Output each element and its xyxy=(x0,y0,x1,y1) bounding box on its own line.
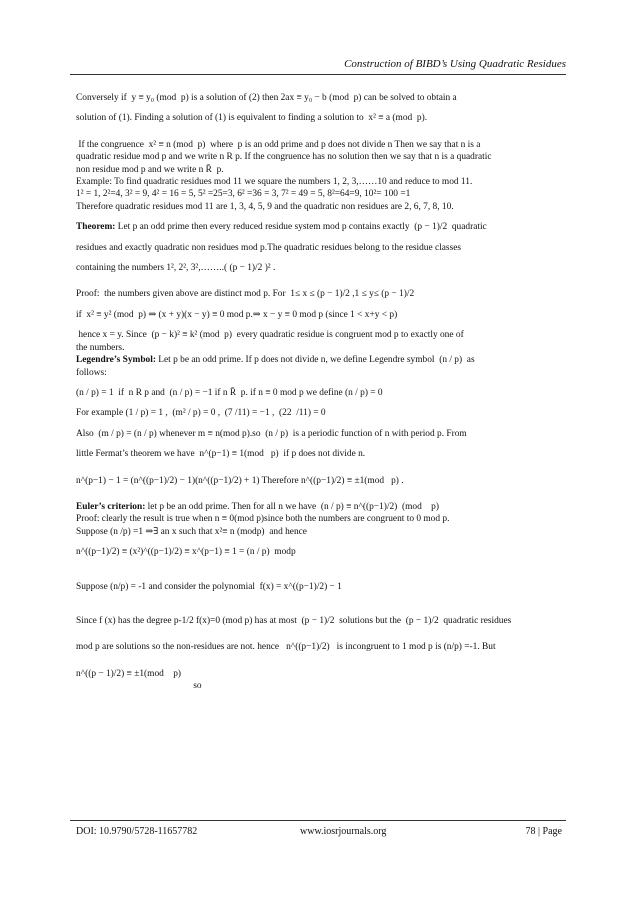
line-text: follows: xyxy=(76,367,107,378)
line-spacer xyxy=(76,213,558,221)
line-text: if x² ≡ y² (mod p) ⇒ (x + y)(x − y) ≡ 0 mod p.⇒ x − y ≡ 0 mod p (since 1 < x+y < p) xyxy=(76,309,398,320)
text-line xyxy=(76,501,558,513)
line-text: mod p are solutions so the non-residues are not. hence n^((p−1)/2) is incongruent to 1 mod p is (n/p) =-1. But xyxy=(76,642,496,653)
line-spacer xyxy=(76,654,558,668)
text-line xyxy=(76,581,558,593)
text-line xyxy=(76,513,558,525)
line-text: Also (m / p) = (n / p) whenever m ≡ n(mod p).so (n / p) is a periodic function of n with period p. From xyxy=(76,428,467,439)
line-text: (n / p) = 1 if n R p and (n / p) = −1 if n R̄ p. if n ≡ 0 mod p we define (n / p) = 0 xyxy=(76,387,383,398)
line-text: Since f (x) has the degree p-1/2 f(x)=0 (mod p) has at most (p − 1)/2 solutions but the (p − 1)/2 quadratic residues xyxy=(76,615,512,626)
line-text: hence x = y. Since (p − k)² ≡ k² (mod p) every quadratic residue is congruent mod p to exactly one of xyxy=(76,330,464,341)
bold-heading: Legendre’s Symbol: xyxy=(76,355,156,366)
line-text: Let p an odd prime then every reduced residue system mod p contains exactly (p − 1)/2 quadratic xyxy=(115,222,487,233)
text-line xyxy=(76,448,558,460)
line-text: For example (1 / p) = 1 , (m² / p) = 0 , (7 /11) = −1 , (22 /11) = 0 xyxy=(76,408,326,419)
text-line xyxy=(76,546,558,558)
text-line xyxy=(76,221,558,233)
line-text: Conversely if y ≡ y₀ (mod p) is a solution of (2) then 2ax ≡ y₀ − b (mod p) can be solved to obtain a xyxy=(76,93,457,103)
footer-page-number: 78 | Page xyxy=(525,826,562,837)
line-spacer xyxy=(76,440,558,448)
text-line xyxy=(76,354,558,366)
text-line xyxy=(76,329,558,341)
line-text: the numbers. xyxy=(76,342,125,353)
text-line xyxy=(76,615,558,627)
line-spacer xyxy=(76,254,558,262)
text-line xyxy=(76,201,558,213)
line-text: Proof: clearly the result is true when n ≡ 0(mod p)since both the numbers are congruent to 0 mod p. xyxy=(76,514,450,525)
text-line xyxy=(76,164,558,176)
text-line xyxy=(76,428,558,440)
bold-heading: Theorem: xyxy=(76,222,116,233)
line-spacer xyxy=(76,125,558,139)
line-text: n^((p − 1)/2) ≡ ±1(mod p) xyxy=(76,668,181,679)
line-text: non residue mod p and we write n R̄ p. xyxy=(76,164,224,175)
line-spacer xyxy=(76,104,558,112)
line-spacer xyxy=(76,234,558,242)
text-line xyxy=(76,475,558,487)
line-text: solution of (1). Finding a solution of (1) is equivalent to finding a solution to x² ≡ a (mod p). xyxy=(76,113,428,124)
footer-website: www.iosrjournals.org xyxy=(300,826,387,837)
text-line xyxy=(76,668,558,680)
line-text: Proof: the numbers given above are distinct mod p. For 1≤ x ≤ (p − 1)/2 ,1 ≤ y≤ (p − 1)/2 xyxy=(76,289,415,300)
line-text: little Fermat’s theorem we have n^(p−1) ≡ 1(mod p) if p does not divide n. xyxy=(76,449,366,460)
line-spacer xyxy=(76,379,558,387)
footer-rule xyxy=(70,820,566,821)
line-text: let p be an odd prime. Then for all n we have (n / p) ≡ n^((p−1)/2) (mod p) xyxy=(145,501,439,512)
text-line xyxy=(76,407,558,419)
line-text: residues and exactly quadratic non residues mod p.The quadratic residues belong to the residue classes xyxy=(76,242,462,253)
bold-heading: Euler’s criterion: xyxy=(76,501,146,512)
line-text: 1² = 1, 2²=4, 3² = 9, 4² = 16 = 5, 5² =25=3, 6² =36 = 3, 7² = 49 = 5, 8²=64=9, 10²= 100 =1 xyxy=(76,189,411,200)
text-line xyxy=(76,112,558,124)
line-spacer xyxy=(76,420,558,428)
line-spacer xyxy=(76,559,558,581)
line-text: Therefore quadratic residues mod 11 are 1, 3, 4, 5, 9 and the quadratic non residues are 2, 6, 7, 8, 10. xyxy=(76,201,454,212)
text-line xyxy=(76,526,558,538)
text-line xyxy=(76,262,558,274)
text-line xyxy=(76,309,558,321)
running-title: Construction of BIBD’s Using Quadratic Residues xyxy=(344,58,566,70)
line-spacer xyxy=(76,538,558,546)
line-spacer xyxy=(76,321,558,329)
line-text: so xyxy=(76,681,202,692)
text-line xyxy=(76,342,558,354)
line-spacer xyxy=(76,274,558,288)
footer-doi: DOI: 10.9790/5728-11657782 xyxy=(76,826,198,837)
line-spacer xyxy=(76,461,558,475)
line-text: quadratic residue mod p and we write n R p. If the congruence has no solution then we say that n is a quadratic xyxy=(76,152,492,163)
line-text: n^(p−1) − 1 = (n^((p−1)/2) − 1)(n^((p−1)/2) + 1) Therefore n^((p−1)/2) ≡ ±1(mod p) . xyxy=(76,475,404,486)
text-line xyxy=(76,139,558,151)
line-spacer xyxy=(76,487,558,501)
text-line xyxy=(76,641,558,653)
text-line xyxy=(76,288,558,300)
text-line xyxy=(76,680,558,692)
line-text: If the congruence x² ≡ n (mod p) where p is an odd prime and p does not divide n Then we say that n is a xyxy=(76,139,481,150)
text-line xyxy=(76,151,558,163)
text-line xyxy=(76,367,558,379)
line-text: Suppose (n/p) = -1 and consider the polynomial f(x) = x^((p−1)/2) − 1 xyxy=(76,581,342,592)
line-spacer xyxy=(76,399,558,407)
text-line xyxy=(76,92,558,104)
line-spacer xyxy=(76,627,558,641)
text-line xyxy=(76,242,558,254)
paper-body xyxy=(76,92,558,693)
header-rule xyxy=(70,74,566,75)
text-line xyxy=(76,387,558,399)
line-spacer xyxy=(76,593,558,615)
line-text: Suppose (n /p) =1 ⇒∃ an x such that x²≡ n (modp) and hence xyxy=(76,526,307,537)
line-text: n^((p−1)/2) ≡ (x²)^((p−1)/2) ≡ x^(p−1) ≡ 1 = (n / p) modp xyxy=(76,547,296,558)
line-spacer xyxy=(76,301,558,309)
text-line xyxy=(76,188,558,200)
text-line xyxy=(76,176,558,188)
line-text: Let p be an odd prime. If p does not divide n, we define Legendre symbol (n / p) as xyxy=(155,355,475,366)
line-text: containing the numbers 1², 2², 3²,……..( (p − 1)/2 )² . xyxy=(76,263,276,274)
line-text: Example: To find quadratic residues mod 11 we square the numbers 1, 2, 3,……10 and reduce to mod 11. xyxy=(76,177,473,188)
